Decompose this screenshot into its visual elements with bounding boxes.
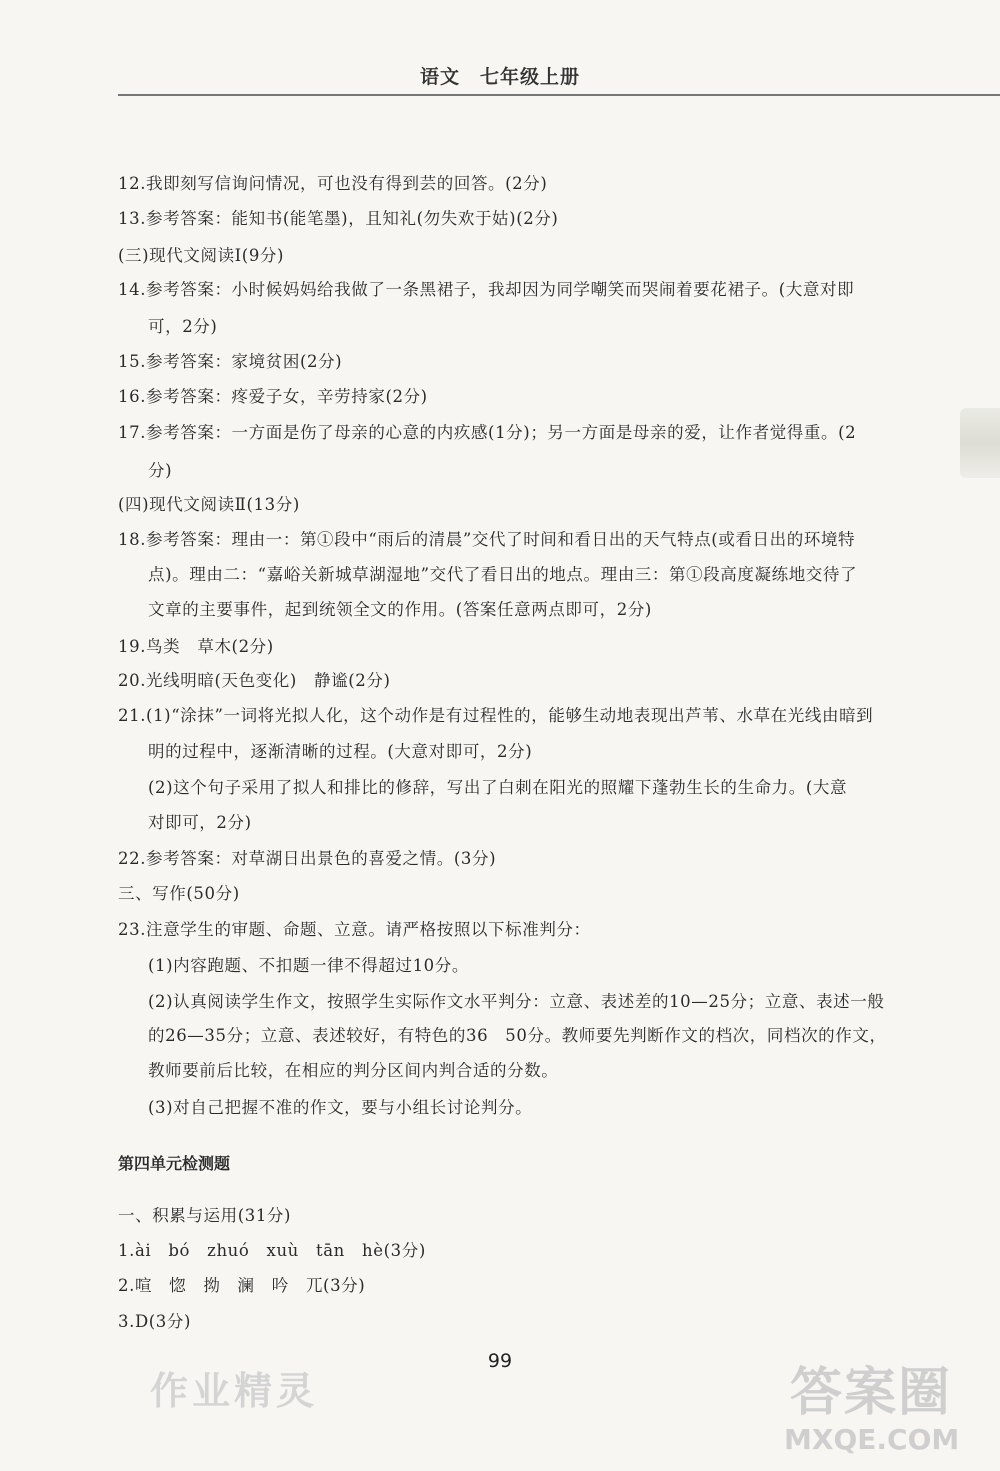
section-answer-2: 2.喧 惚 拗 澜 吟 兀(3分) — [118, 1276, 366, 1295]
answer-line-18-cont-2: 文章的主要事件，起到统领全文的作用。(答案任意两点即可，2分) — [148, 600, 652, 619]
answer-line-16: 16.参考答案：疼爱子女，辛劳持家(2分) — [118, 387, 428, 406]
watermark-left: 作业精灵 — [150, 1369, 319, 1413]
answer-line-21-1-cont: 明的过程中，逐渐清晰的过程。(大意对即可，2分) — [148, 742, 533, 761]
answer-line-23-2: (2)认真阅读学生作文，按照学生实际作文水平判分：立意、表述差的10—25分；立意、表述一般 — [148, 992, 885, 1011]
answer-line-17: 17.参考答案：一方面是伤了母亲的心意的内疚感(1分)；另一方面是母亲的爱，让作者觉得重。(2 — [118, 423, 857, 442]
answer-line-15: 15.参考答案：家境贫困(2分) — [118, 352, 343, 371]
section-subheading: 一、积累与运用(31分) — [118, 1206, 292, 1225]
answer-line-21-2: (2)这个句子采用了拟人和排比的修辞，写出了白刺在阳光的照耀下蓬勃生长的生命力。(大意 — [148, 778, 848, 797]
answer-line-14: 14.参考答案：小时候妈妈给我做了一条黑裙子，我却因为同学嘲笑而哭闹着要花裙子。(大意对即 — [118, 280, 855, 299]
page-header-title: 语文 七年级上册 — [419, 66, 580, 88]
answer-line-17-cont: 分) — [148, 461, 173, 480]
answer-line-23-3: (3)对自己把握不准的作文，要与小组长讨论判分。 — [148, 1098, 533, 1117]
watermark-url: MXQE.COM — [784, 1423, 960, 1456]
section-answer-3: 3.D(3分) — [118, 1312, 192, 1331]
page-edge-mark — [960, 408, 1000, 478]
answer-line-23-1: (1)内容跑题、不扣题一律不得超过10分。 — [148, 956, 469, 975]
answer-line-19: 19.鸟类 草木(2分) — [118, 637, 274, 656]
answer-line-23-2-cont-1: 的26—35分；立意、表述较好，有特色的36 50分。教师要先判断作文的档次，同档次的作文， — [148, 1026, 887, 1045]
subsection-modern-reading-1: (三)现代文阅读Ⅰ(9分) — [118, 246, 285, 265]
answer-line-23: 23.注意学生的审题、命题、立意。请严格按照以下标准判分： — [118, 920, 591, 939]
subsection-modern-reading-2: (四)现代文阅读Ⅱ(13分) — [118, 495, 300, 514]
answer-line-21-1: 21.(1)“涂抹”一词将光拟人化，这个动作是有过程性的，能够生动地表现出芦苇、水草在光线由暗到 — [118, 706, 874, 725]
answer-line-14-cont: 可，2分) — [148, 317, 218, 336]
watermark-right: 答案圈 — [790, 1363, 953, 1423]
section-title: 第四单元检测题 — [118, 1154, 231, 1173]
answer-line-18: 18.参考答案：理由一：第①段中“雨后的清晨”交代了时间和看日出的天气特点(或看日出的环境特 — [118, 530, 856, 549]
header-rule — [118, 94, 1000, 96]
answer-line-23-2-cont-2: 教师要前后比较，在相应的判分区间内判合适的分数。 — [148, 1061, 559, 1080]
answer-line-20: 20.光线明暗(天色变化) 静谧(2分) — [118, 671, 391, 690]
subsection-writing: 三、写作(50分) — [118, 884, 240, 903]
answer-line-12: 12.我即刻写信询问情况，可也没有得到芸的回答。(2分) — [118, 174, 548, 193]
section-answer-1: 1.ài bó zhuó xuù tān hè(3分) — [118, 1241, 426, 1260]
answer-line-22: 22.参考答案：对草湖日出景色的喜爱之情。(3分) — [118, 849, 497, 868]
page-number: 99 — [487, 1350, 513, 1372]
answer-line-18-cont-1: 点)。理由二：“嘉峪关新城草湖湿地”交代了看日出的地点。理由三：第①段高度凝练地交待了 — [148, 565, 858, 584]
answer-line-21-2-cont: 对即可，2分) — [148, 813, 252, 832]
answer-line-13: 13.参考答案：能知书(能笔墨)，且知礼(勿失欢于姑)(2分) — [118, 209, 559, 228]
